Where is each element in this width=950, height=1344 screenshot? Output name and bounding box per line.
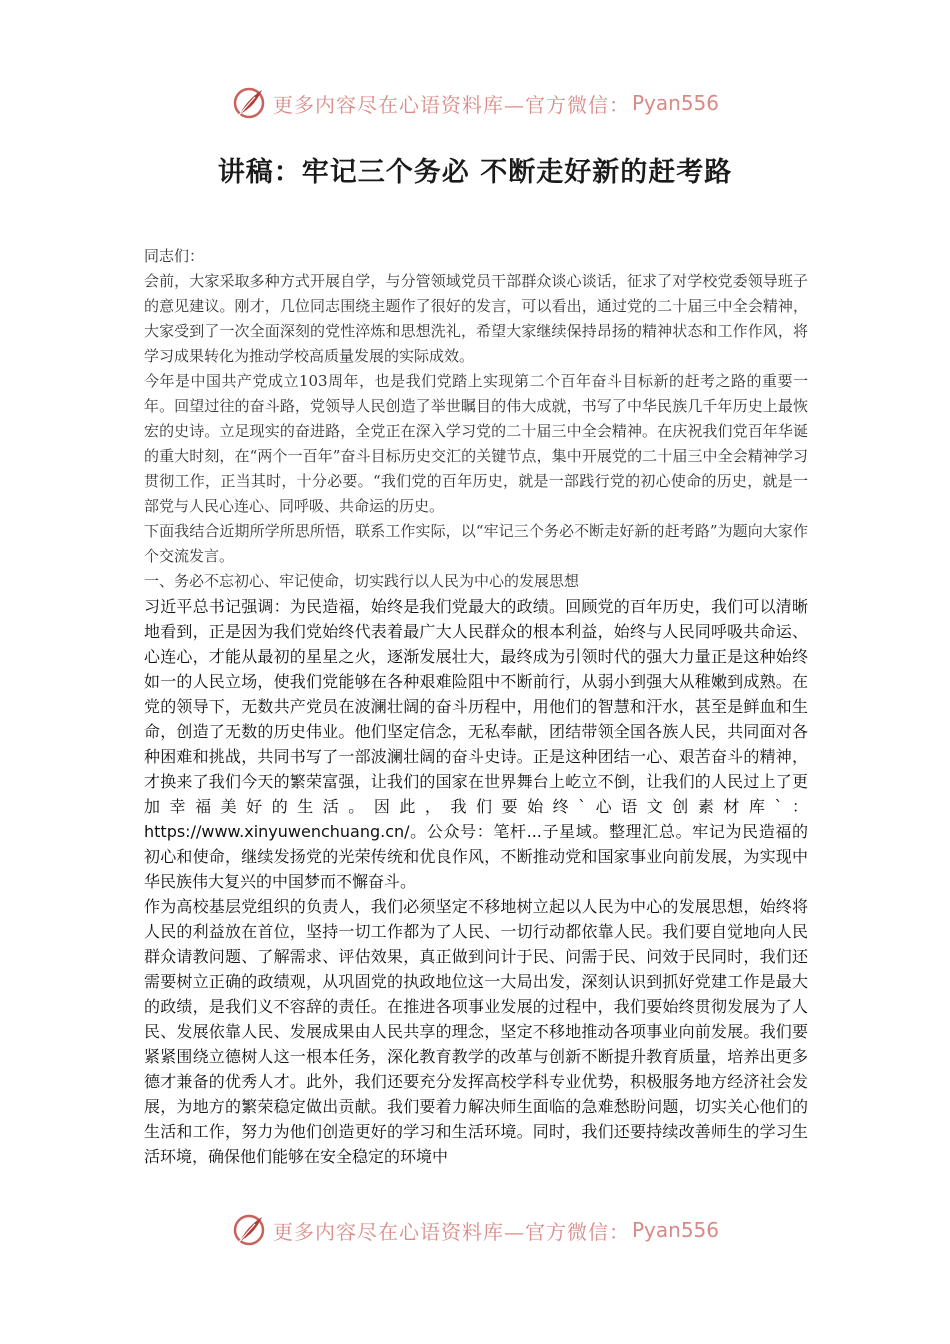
section-heading: 一、务必不忘初心、牢记使命，切实践行以人民为中心的发展思想 [144,572,580,590]
feather-pen-logo-icon [231,85,267,121]
banner-text: 更多内容尽在心语资料库—官方微信： [272,1219,630,1244]
page-title: 讲稿：牢记三个务必 不断走好新的赶考路 [217,157,733,188]
paragraph: 作为高校基层党组织的负责人，我们必须坚定不移地树立起以人民为中心的发展思想，始终将人民的利益放在首位，坚持一切工作都为了人民、一切行动都依靠人民。我们要自觉地向人民群众请教问题、了解需求、评估效果，真正做到问计于民、问需于民、问效于民同时，我们还需要树立正确的政绩观，从巩固党的执政地位这一大局出发，深刻认识到抓好党建工作是最大的政绩，是我们义不容辞的责任。在推进各项事业发展的过程中，我们要始终贯彻发展为了人民、发展依靠人民、发展成果由人民共享的理念，坚定不移地推动各项事业向前发展。我们要紧紧围绕立德树人这一根本任务，深化教育教学的改革与创新不断提升教育质量，培养出更多德才兼备的优秀人才。此外，我们还要充分发挥高校学科专业优势，积极服务地方经济社会发展，为地方的繁荣稳定做出贡献。我们要着力解决师生面临的急难愁盼问题，切实关心他们的生活和工作，努力为他们创造更好的学习和生活环境。同时，我们还要持续改善师生的学习生活环境，确保他们能够在安全稳定的环境中 [144,897,808,1166]
salutation: 同志们： [144,247,205,265]
feather-pen-logo-icon [231,1212,267,1248]
paragraph: 今年是中国共产党成立103周年，也是我们党踏上实现第二个百年奋斗目标新的赶考之路的重要一年。回望过往的奋斗路，党领导人民创造了举世瞩目的伟大成就，书写了中华民族几千年历史上最恢宏的史诗。立足现实的奋进路，全党正在深入学习党的二十届三中全会精神。在庆祝我们党百年华诞的重大时刻，在“两个一百年”奋斗目标历史交汇的关键节点，集中开展党的二十届三中全会精神学习贯彻工作，正当其时，十分必要。“我们党的百年历史，就是一部践行党的初心使命的历史，就是一部党与人民心连心、同呼吸、共命运的历史。 [144,372,808,515]
document-body [144,244,808,1169]
paragraph: 下面我结合近期所学所思所悟，联系工作实际，以“牢记三个务必不断走好新的赶考路”为题向大家作个交流发言。 [144,522,808,565]
header-banner [0,83,950,123]
wechat-handle: Pyan556 [631,1218,719,1242]
footer-banner [0,1210,950,1250]
banner-text: 更多内容尽在心语资料库—官方微信： [272,92,630,117]
paragraph: 会前，大家采取多种方式开展自学，与分管领域党员干部群众谈心谈话，征求了对学校党委领导班子的意见建议。刚才，几位同志围绕主题作了很好的发言，可以看出，通过党的二十届三中全会精神，大家受到了一次全面深刻的党性淬炼和思想洗礼，希望大家继续保持昂扬的精神状态和工作作风，将学习成果转化为推动学校高质量发展的实际成效。 [144,272,808,365]
wechat-handle: Pyan556 [631,91,719,115]
paragraph: 习近平总书记强调：为民造福，始终是我们党最大的政绩。回顾党的百年历史，我们可以清晰地看到，正是因为我们党始终代表着最广大人民群众的根本利益，始终与人民同呼吸共命运、心连心，才能从最初的星星之火，逐渐发展壮大，最终成为引领时代的强大力量正是这种始终如一的人民立场，使我们党能够在各种艰难险阻中不断前行，从弱小到强大从稚嫩到成熟。在党的领导下，无数共产党员在波澜壮阔的奋斗历程中，用他们的智慧和汗水，甚至是鲜血和生命，创造了无数的历史伟业。他们坚定信念，无私奉献，团结带领全国各族人民，共同面对各种困难和挑战，共同书写了一部波澜壮阔的奋斗史诗。正是这种团结一心、艰苦奋斗的精神，才换来了我们今天的繁荣富强，让我们的国家在世界舞台上屹立不倒，让我们的人民过上了更加幸福美好的生活。因此，我们要始终`心语文创素材库`：https://www.xinyuwenchuang.cn/。公众号：笔杆...子星域。整理汇总。牢记为民造福的初心和使命，继续发扬党的光荣传统和优良作风，不断推动党和国家事业向前发展，为实现中华民族伟大复兴的中国梦而不懈奋斗。 [144,597,808,891]
